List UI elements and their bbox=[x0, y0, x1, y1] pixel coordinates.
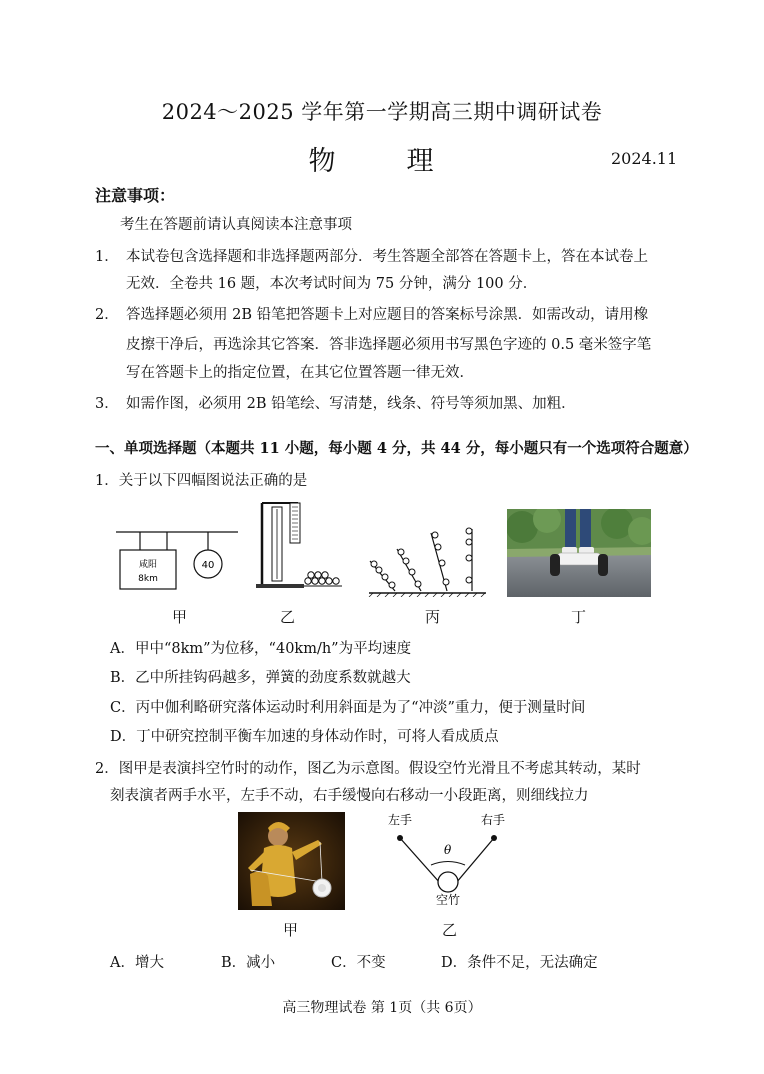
q2-option-a: A．增大 bbox=[110, 955, 164, 971]
q1-label-yi: 乙 bbox=[280, 608, 296, 626]
subject-title: 物 理 bbox=[308, 146, 456, 177]
q1-stem: 1．关于以下四幅图说法正确的是 bbox=[95, 473, 308, 489]
incline-3 bbox=[431, 532, 449, 591]
left-hand-label: 左手 bbox=[387, 813, 413, 827]
q1-label-bing: 丙 bbox=[425, 608, 441, 626]
q1-figure-ding-photo bbox=[507, 509, 651, 597]
notes-intro: 考生在答题前请认真阅读本注意事项 bbox=[120, 217, 352, 233]
q1-option-a: A．甲中“8km”为位移，“40km/h”为平均速度 bbox=[110, 641, 412, 657]
q1-label-ding: 丁 bbox=[571, 608, 587, 626]
q2-option-c: C．不变 bbox=[331, 955, 386, 971]
note-3-number: 3． bbox=[95, 396, 119, 412]
q1-option-c: C．丙中伽利略研究落体运动时利用斜面是为了“冲淡”重力，便于测量时间 bbox=[110, 700, 586, 716]
q2-option-b: B．减小 bbox=[221, 955, 276, 971]
q2-stem-line-2: 刻表演者两手水平，左手不动，右手缓慢向右移动一小段距离，则细线拉力 bbox=[110, 788, 589, 804]
vertical-drop bbox=[466, 528, 472, 591]
sign-city-text: 咸阳 bbox=[138, 560, 158, 570]
incline-2 bbox=[397, 549, 421, 591]
q2-stem-line-1: 2．图甲是表演抖空竹时的动作，图乙为示意图。假设空竹光滑且不考虑其转动，某时 bbox=[95, 761, 641, 777]
incline-1 bbox=[370, 561, 395, 591]
note-2-number: 2． bbox=[95, 307, 119, 323]
note-1-number: 1． bbox=[95, 249, 119, 265]
q1-label-jia: 甲 bbox=[172, 608, 188, 626]
diabolo-label: 空竹 bbox=[435, 893, 461, 907]
note-2-line-2: 皮擦干净后，再选涂其它答案．答非选择题必须用书写黑色字迹的 0.5 毫米签字笔 bbox=[126, 337, 652, 353]
exam-title: 2024～2025 学年第一学期高三期中调研试卷 bbox=[161, 100, 603, 124]
right-string bbox=[456, 838, 494, 883]
page-footer: 高三物理试卷 第 1页（共 6页） bbox=[282, 1000, 482, 1016]
note-1-line-2: 无效．全卷共 16 题，本次考试时间为 75 分钟，满分 100 分． bbox=[126, 276, 538, 292]
note-2-line-3: 写在答题卡上的指定位置，在其它位置答题一律无效． bbox=[126, 365, 474, 381]
right-hand-label: 右手 bbox=[480, 813, 506, 827]
diabolo bbox=[313, 879, 331, 897]
exam-date: 2024.11 bbox=[611, 149, 678, 168]
note-1-line-1: 本试卷包含选择题和非选择题两部分．考生答题全部答在答题卡上，答在本试卷上 bbox=[126, 249, 648, 265]
theta-label: θ bbox=[444, 843, 452, 857]
diabolo-circle bbox=[438, 872, 458, 892]
left-string bbox=[400, 838, 440, 883]
speed-limit-text: 40 bbox=[201, 560, 215, 571]
q2-option-d: D．条件不足，无法确定 bbox=[441, 955, 598, 971]
q1-figure-jia bbox=[112, 525, 242, 595]
q2-label-yi: 乙 bbox=[442, 921, 458, 939]
q1-figure-bing bbox=[365, 525, 490, 597]
angle-arc bbox=[431, 862, 465, 866]
q1-option-d: D．丁中研究控制平衡车加速的身体动作时，可将人看成质点 bbox=[110, 729, 499, 745]
q2-label-jia: 甲 bbox=[283, 921, 299, 939]
q1-option-b: B．乙中所挂钩码越多，弹簧的劲度系数就越大 bbox=[110, 670, 411, 686]
q2-figure-yi-diagram bbox=[370, 808, 530, 910]
hook-weights bbox=[305, 572, 339, 584]
notes-heading: 注意事项： bbox=[95, 186, 176, 205]
sign-distance-text: 8km bbox=[138, 574, 158, 584]
q2-figure-jia-photo bbox=[238, 812, 345, 910]
note-3-line-1: 如需作图，必须用 2B 铅笔绘、写清楚，线条、符号等须加黑、加粗． bbox=[126, 396, 576, 412]
section-1-heading: 一、单项选择题（本题共 11 小题，每小题 4 分，共 44 分，每小题只有一个选项符合题意） bbox=[95, 440, 698, 457]
q1-figure-yi bbox=[250, 495, 345, 595]
note-2-line-1: 答选择题必须用 2B 铅笔把答题卡上对应题目的答案标号涂黑．如需改动，请用橡 bbox=[126, 307, 649, 323]
